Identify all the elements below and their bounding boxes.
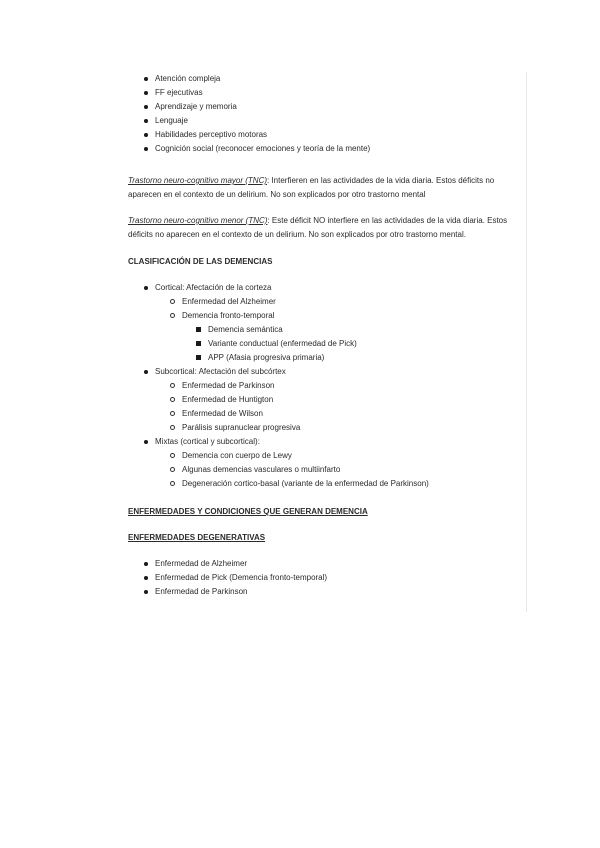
list-item: Lenguaje [128,114,523,128]
list-item: Variante conductual (enfermedad de Pick) [128,337,523,351]
bullet-circle-icon [166,379,178,393]
degenerativas-heading: ENFERMEDADES DEGENERATIVAS [128,533,266,542]
list-item: Cognición social (reconocer emociones y teoría de la mente) [128,142,523,156]
bullet-circle-icon [166,295,178,309]
bullet-dot-icon [140,128,152,142]
tnc-mayor-term: Trastorno neuro-cognitivo mayor (TNC) [128,176,268,185]
bullet-dot-icon [140,281,152,295]
bullet-circle-icon [166,449,178,463]
bullet-dot-icon [140,365,152,379]
list-item: Enfermedad de Alzheimer [128,557,523,571]
tnc-mayor-text: : Interfieren en las actividades de la vida diaria. Estos déficits no aparecen en el contexto de un delirium. No son explicados por otro trastorno mental [128,176,495,199]
bullet-dot-icon [140,571,152,585]
mixtas-item: Mixtas (cortical y subcortical): [128,435,523,449]
bullet-dot-icon [140,114,152,128]
list-item: Enfermedad de Wilson [128,407,523,421]
list-item: Aprendizaje y memoria [128,100,523,114]
bullet-circle-icon [166,407,178,421]
clasificacion-list [128,281,523,491]
list-item: Demencia fronto-temporal [128,309,523,323]
tnc-mayor-paragraph [128,174,523,202]
subcortical-item: Subcortical: Afectación del subcórtex [128,365,523,379]
bullet-circle-icon [166,477,178,491]
list-item: Algunas demencias vasculares o multiinfarto [128,463,523,477]
list-item: Enfermedad del Alzheimer [128,295,523,309]
list-item: Enfermedad de Parkinson [128,585,523,599]
bullet-circle-icon [166,393,178,407]
cortical-item: Cortical: Afectación de la corteza [128,281,523,295]
bullet-circle-icon [166,463,178,477]
list-item: APP (Afasia progresiva primaria) [128,351,523,365]
list-item: Parálisis supranuclear progresiva [128,421,523,435]
degenerativas-list [128,557,523,599]
list-item: Degeneración cortico-basal (variante de la enfermedad de Parkinson) [128,477,523,491]
list-item: Enfermedad de Pick (Demencia fronto-temporal) [128,571,523,585]
bullet-dot-icon [140,142,152,156]
bullet-square-icon [192,351,204,365]
bullet-dot-icon [140,72,152,86]
tnc-menor-term: Trastorno neuro-cognitivo menor (TNC) [128,216,268,225]
bullet-dot-icon [140,435,152,449]
bullet-circle-icon [166,309,178,323]
bullet-circle-icon [166,421,178,435]
bullet-square-icon [192,323,204,337]
list-item: Enfermedad de Parkinson [128,379,523,393]
list-item: Demencia con cuerpo de Lewy [128,449,523,463]
bullet-dot-icon [140,86,152,100]
cognitive-domains-list [128,72,523,156]
list-item: Enfermedad de Huntigton [128,393,523,407]
document-body [128,72,523,599]
enfermedades-heading: ENFERMEDADES Y CONDICIONES QUE GENERAN DEMENCIA [128,507,368,516]
clasificacion-heading: CLASIFICACIÓN DE LAS DEMENCIAS [128,257,273,266]
tnc-menor-paragraph [128,214,523,242]
tnc-menor-text: : Este déficit NO interfiere en las actividades de la vida diaria. Estos déficits no aparecen en el contexto de un delirium. No son explicados por otro trastorno mental. [128,216,508,239]
list-item: Atención compleja [128,72,523,86]
list-item: FF ejecutivas [128,86,523,100]
page-edge-line [526,72,527,612]
bullet-dot-icon [140,585,152,599]
bullet-square-icon [192,337,204,351]
list-item: Demencia semántica [128,323,523,337]
bullet-dot-icon [140,557,152,571]
bullet-dot-icon [140,100,152,114]
list-item: Habilidades perceptivo motoras [128,128,523,142]
